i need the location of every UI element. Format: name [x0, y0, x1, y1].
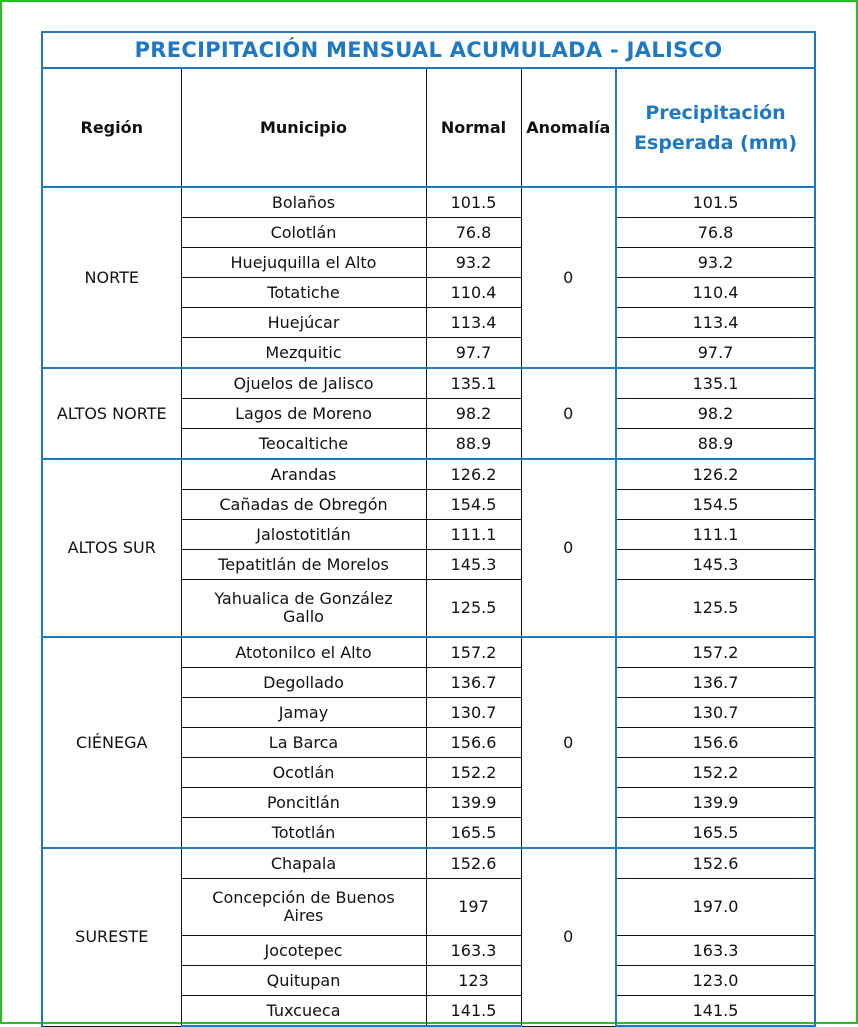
normal-cell: 152.6	[426, 848, 521, 879]
header-anomalia: Anomalía	[521, 68, 616, 187]
precipitacion-esperada-cell: 98.2	[616, 399, 815, 429]
precipitacion-esperada-cell: 163.3	[616, 936, 815, 966]
region-name: ALTOS NORTE	[42, 368, 181, 459]
normal-cell: 156.6	[426, 728, 521, 758]
municipio-cell: Bolaños	[181, 187, 426, 218]
precipitacion-esperada-cell: 76.8	[616, 218, 815, 248]
precipitacion-esperada-cell: 125.5	[616, 580, 815, 638]
municipio-cell: Tuxcueca	[181, 996, 426, 1027]
normal-cell: 111.1	[426, 520, 521, 550]
municipio-cell: Lagos de Moreno	[181, 399, 426, 429]
normal-cell: 154.5	[426, 490, 521, 520]
municipio-cell: Tototlán	[181, 818, 426, 849]
region-group	[42, 459, 815, 637]
precipitacion-esperada-cell: 111.1	[616, 520, 815, 550]
header-municipio: Municipio	[181, 68, 426, 187]
normal-cell: 165.5	[426, 818, 521, 849]
municipio-cell: Huejuquilla el Alto	[181, 248, 426, 278]
precipitacion-esperada-cell: 88.9	[616, 429, 815, 460]
municipio-cell: Concepción de Buenos Aires	[181, 879, 426, 936]
precipitacion-esperada-cell: 135.1	[616, 368, 815, 399]
table-row	[42, 459, 815, 490]
normal-cell: 88.9	[426, 429, 521, 460]
precipitacion-esperada-cell: 197.0	[616, 879, 815, 936]
precipitacion-esperada-cell: 141.5	[616, 996, 815, 1027]
normal-cell: 98.2	[426, 399, 521, 429]
table-title: PRECIPITACIÓN MENSUAL ACUMULADA - JALISCO	[42, 32, 815, 68]
precipitacion-esperada-cell: 156.6	[616, 728, 815, 758]
region-name: CIÉNEGA	[42, 637, 181, 848]
normal-cell: 126.2	[426, 459, 521, 490]
normal-cell: 123	[426, 966, 521, 996]
normal-cell: 130.7	[426, 698, 521, 728]
municipio-cell: Chapala	[181, 848, 426, 879]
municipio-cell: Mezquitic	[181, 338, 426, 369]
anomalia-cell: 0	[521, 637, 616, 848]
header-normal: Normal	[426, 68, 521, 187]
municipio-cell: Poncitlán	[181, 788, 426, 818]
header-precipitacion-esperada: Precipitación Esperada (mm)	[616, 68, 815, 187]
region-group	[42, 637, 815, 848]
normal-cell: 139.9	[426, 788, 521, 818]
anomalia-cell: 0	[521, 187, 616, 368]
municipio-cell: Arandas	[181, 459, 426, 490]
precipitacion-esperada-cell: 165.5	[616, 818, 815, 849]
precipitacion-esperada-cell: 93.2	[616, 248, 815, 278]
municipio-cell: Atotonilco el Alto	[181, 637, 426, 668]
region-group	[42, 187, 815, 368]
precipitacion-esperada-cell: 154.5	[616, 490, 815, 520]
normal-cell: 113.4	[426, 308, 521, 338]
normal-cell: 135.1	[426, 368, 521, 399]
municipio-cell: Jalostotitlán	[181, 520, 426, 550]
normal-cell: 152.2	[426, 758, 521, 788]
normal-cell: 163.3	[426, 936, 521, 966]
precipitacion-esperada-cell: 110.4	[616, 278, 815, 308]
municipio-cell: Cañadas de Obregón	[181, 490, 426, 520]
normal-cell: 145.3	[426, 550, 521, 580]
normal-cell: 110.4	[426, 278, 521, 308]
precipitacion-esperada-cell: 126.2	[616, 459, 815, 490]
municipio-cell: Tepatitlán de Morelos	[181, 550, 426, 580]
normal-cell: 93.2	[426, 248, 521, 278]
municipio-cell: Yahualica de González Gallo	[181, 580, 426, 638]
normal-cell: 141.5	[426, 996, 521, 1027]
anomalia-cell: 0	[521, 848, 616, 1026]
normal-cell: 197	[426, 879, 521, 936]
anomalia-cell: 0	[521, 368, 616, 459]
precipitacion-esperada-cell: 101.5	[616, 187, 815, 218]
precipitacion-esperada-cell: 139.9	[616, 788, 815, 818]
table-row	[42, 848, 815, 879]
table-row	[42, 187, 815, 218]
municipio-cell: Ojuelos de Jalisco	[181, 368, 426, 399]
precipitacion-esperada-cell: 145.3	[616, 550, 815, 580]
municipio-cell: Ocotlán	[181, 758, 426, 788]
region-name: SURESTE	[42, 848, 181, 1026]
precipitacion-esperada-cell: 97.7	[616, 338, 815, 369]
normal-cell: 76.8	[426, 218, 521, 248]
region-name: NORTE	[42, 187, 181, 368]
municipio-cell: Totatiche	[181, 278, 426, 308]
municipio-cell: Colotlán	[181, 218, 426, 248]
table-row	[42, 368, 815, 399]
municipio-cell: Teocaltiche	[181, 429, 426, 460]
precipitacion-esperada-cell: 136.7	[616, 668, 815, 698]
precipitacion-esperada-cell: 113.4	[616, 308, 815, 338]
normal-cell: 136.7	[426, 668, 521, 698]
municipio-cell: Jamay	[181, 698, 426, 728]
precipitacion-esperada-cell: 123.0	[616, 966, 815, 996]
region-group	[42, 848, 815, 1026]
anomalia-cell: 0	[521, 459, 616, 637]
municipio-cell: La Barca	[181, 728, 426, 758]
precipitation-table	[41, 31, 816, 1027]
municipio-cell: Quitupan	[181, 966, 426, 996]
municipio-cell: Huejúcar	[181, 308, 426, 338]
normal-cell: 97.7	[426, 338, 521, 369]
normal-cell: 101.5	[426, 187, 521, 218]
table-row	[42, 637, 815, 668]
precipitacion-esperada-cell: 157.2	[616, 637, 815, 668]
precipitacion-esperada-cell: 152.2	[616, 758, 815, 788]
municipio-cell: Degollado	[181, 668, 426, 698]
region-group	[42, 368, 815, 459]
normal-cell: 157.2	[426, 637, 521, 668]
precipitacion-esperada-cell: 130.7	[616, 698, 815, 728]
region-name: ALTOS SUR	[42, 459, 181, 637]
normal-cell: 125.5	[426, 580, 521, 638]
header-region: Región	[42, 68, 181, 187]
municipio-cell: Jocotepec	[181, 936, 426, 966]
precipitacion-esperada-cell: 152.6	[616, 848, 815, 879]
